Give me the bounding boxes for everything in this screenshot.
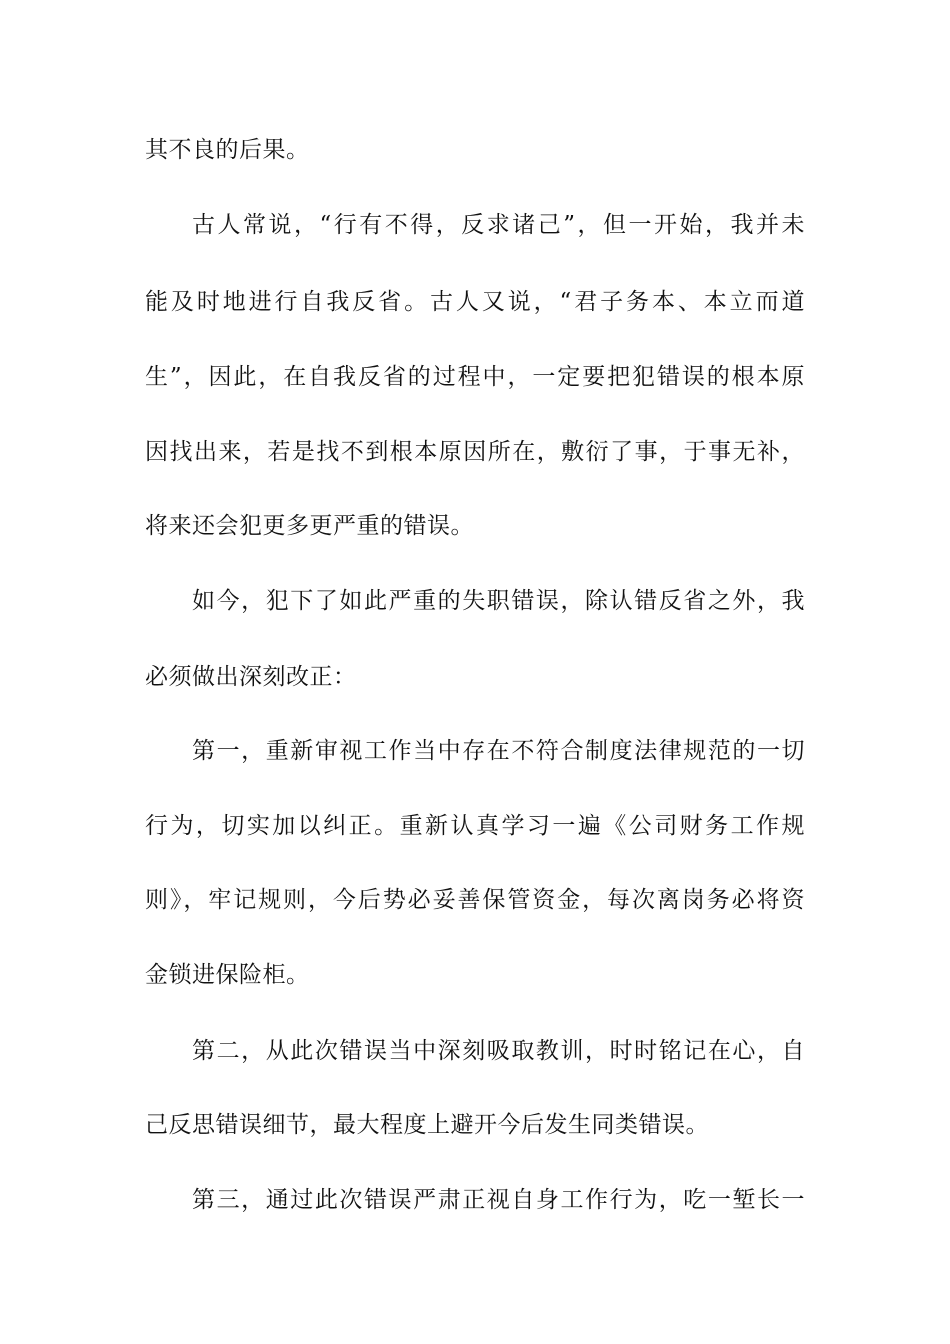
paragraph-first-line: 第二，从此次错误当中深刻吸取教训，时时铭记在心，自 <box>192 1038 805 1064</box>
text-line: 金锁进保险柜。 <box>145 962 310 988</box>
paragraph-first-line: 第一，重新审视工作当中存在不符合制度法律规范的一切 <box>192 738 805 764</box>
text-line: 其不良的后果。 <box>145 137 310 163</box>
text-line: 生”，因此，在自我反省的过程中，一定要把犯错误的根本原 <box>145 364 805 390</box>
paragraph-first-line: 如今，犯下了如此严重的失职错误，除认错反省之外，我 <box>192 588 805 614</box>
text-line: 行为，切实加以纠正。重新认真学习一遍《公司财务工作规 <box>145 813 805 839</box>
paragraph-first-line: 第三，通过此次错误严肃正视自身工作行为，吃一堑长一 <box>192 1187 805 1213</box>
text-line: 因找出来，若是找不到根本原因所在，敷衍了事，于事无补， <box>145 439 805 465</box>
text-line: 己反思错误细节，最大程度上避开今后发生同类错误。 <box>145 1112 709 1138</box>
text-line: 将来还会犯更多更严重的错误。 <box>145 513 474 539</box>
text-line: 必须做出深刻改正： <box>145 664 357 690</box>
text-line: 能及时地进行自我反省。古人又说，“君子务本、本立而道 <box>145 289 805 315</box>
paragraph-first-line: 古人常说，“行有不得，反求诸己”，但一开始，我并未 <box>192 212 805 238</box>
text-line: 则》，牢记规则，今后势必妥善保管资金，每次离岗务必将资 <box>145 887 805 913</box>
